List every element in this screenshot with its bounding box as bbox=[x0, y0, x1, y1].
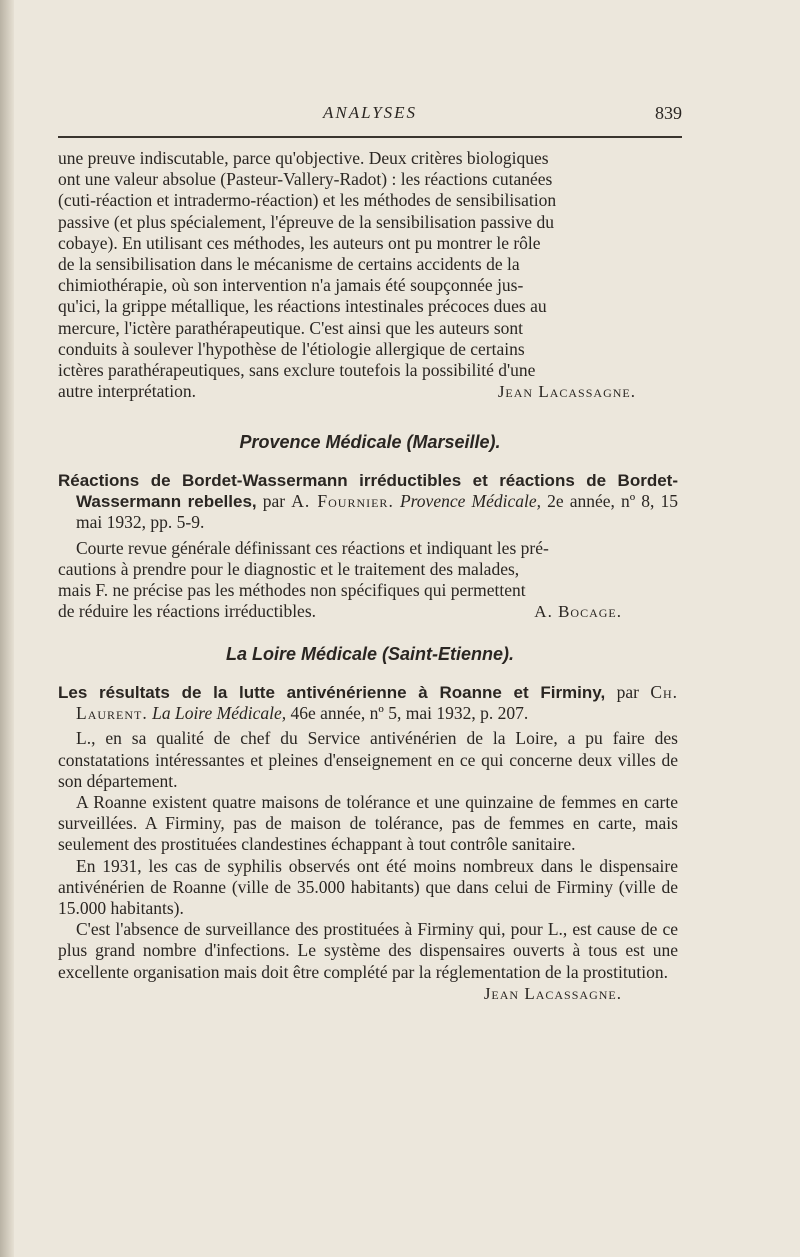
signature: Jean Lacassagne. bbox=[483, 983, 622, 1003]
running-header bbox=[58, 103, 682, 129]
text-line: ictères parathérapeutiques, sans exclure toutefois la possibilité d'une bbox=[58, 360, 536, 381]
par-word: par bbox=[616, 682, 639, 702]
text-line: (cuti-réaction et intradermo-réaction) et les méthodes de sensibilisation bbox=[58, 190, 557, 211]
text-line: ont une valeur absolue (Pasteur-Vallery-Radot) : les réactions cutanées bbox=[58, 169, 553, 190]
text-line: Courte revue générale définissant ces réactions et indiquant les pré- bbox=[76, 537, 549, 558]
article-author: Ch. Laurent. bbox=[76, 682, 679, 724]
article-title: Les résultats de la lutte antivénérienne à Roanne et Firminy, bbox=[58, 683, 606, 702]
paragraph: A Roanne existent quatre maisons de tolérance et une quinzaine de femmes en carte surveillées. A Firminy, pas de maison de tolérance, pas de femmes en carte, mais seulement des prostituées clandestines échappant à tout contrôle sanitaire. bbox=[58, 792, 678, 855]
text-line: mercure, l'ictère parathérapeutique. C'est ainsi que les auteurs sont bbox=[58, 317, 524, 338]
article-reference: 46e année, nº 5, mai 1932, p. 207. bbox=[290, 703, 529, 724]
continued-analysis bbox=[58, 148, 678, 402]
paragraph: En 1931, les cas de syphilis observés ont été moins nombreux dans le dispensaire antivénérien de Roanne (ville de 35.000 habitants) que dans celui de Firminy (ville de 15.000 habitants). bbox=[58, 855, 678, 919]
text-line-end: autre interprétation. bbox=[58, 381, 196, 402]
article-reference: 2e année, nº 8, 15 mai 1932, pp. 5-9. bbox=[76, 491, 679, 533]
text-line-end: de réduire les réactions irréductibles. bbox=[58, 601, 317, 622]
text-line: conduits à soulever l'hypothèse de l'étiologie allergique de certains bbox=[58, 338, 525, 359]
journal-heading: La Loire Médicale (Saint-Etienne). bbox=[225, 644, 515, 664]
paragraph: C'est l'absence de surveillance des prostituées à Firminy qui, pour L., est cause de ce plus grand nombre d'infections. Le système des dispensaires ouverts à tous est une excellente organisation mais doit être complété par la réglementation de la prostitution. bbox=[58, 919, 678, 982]
par-word: par bbox=[262, 491, 286, 512]
text-line: de la sensibilisation dans le mécanisme de certains accidents de la bbox=[58, 254, 520, 275]
page-number: 839 bbox=[655, 103, 682, 123]
article-title: Réactions de Bordet-Wassermann irréductibles et réactions de Bordet-Wassermann rebelles, bbox=[58, 471, 678, 512]
text-line bbox=[58, 381, 678, 402]
article-journal: La Loire Médicale, bbox=[152, 703, 287, 724]
signature: A. Bocage. bbox=[534, 602, 622, 622]
article-journal: Provence Médicale, bbox=[399, 491, 541, 512]
article-entry bbox=[58, 470, 678, 622]
text-line bbox=[58, 601, 678, 622]
article-author: A. Fournier. bbox=[291, 491, 394, 512]
page-edge-shadow bbox=[0, 0, 14, 1257]
text-line: cautions à prendre pour le diagnostic et le traitement des malades, bbox=[58, 558, 520, 579]
header-rule bbox=[58, 136, 682, 138]
running-header-title: ANALYSES bbox=[322, 103, 418, 122]
article-heading bbox=[58, 682, 678, 724]
paragraph: L., en sa qualité de chef du Service antivénérien de la Loire, a pu faire des constatations intéressantes et pleines d'enseignement en ce qui concerne deux villes de son département. bbox=[58, 728, 678, 791]
text-line: mais F. ne précise pas les méthodes non spécifiques qui permettent bbox=[58, 580, 526, 601]
text-line: une preuve indiscutable, parce qu'objective. Deux critères biologiques bbox=[58, 148, 549, 168]
text-line: passive (et plus spécialement, l'épreuve de la sensibilisation passive du bbox=[58, 211, 554, 232]
text-line: chimiothérapie, où son intervention n'a jamais été soupçonnée jus- bbox=[58, 275, 524, 296]
journal-heading: Provence Médicale (Marseille). bbox=[239, 432, 501, 452]
article-entry bbox=[58, 682, 678, 1004]
signature: Jean Lacassagne. bbox=[497, 382, 636, 402]
article-heading bbox=[58, 470, 678, 534]
text-line: cobaye). En utilisant ces méthodes, les auteurs ont pu montrer le rôle bbox=[58, 232, 541, 253]
text-line: qu'ici, la grippe métallique, les réactions intestinales précoces dues au bbox=[58, 296, 547, 317]
